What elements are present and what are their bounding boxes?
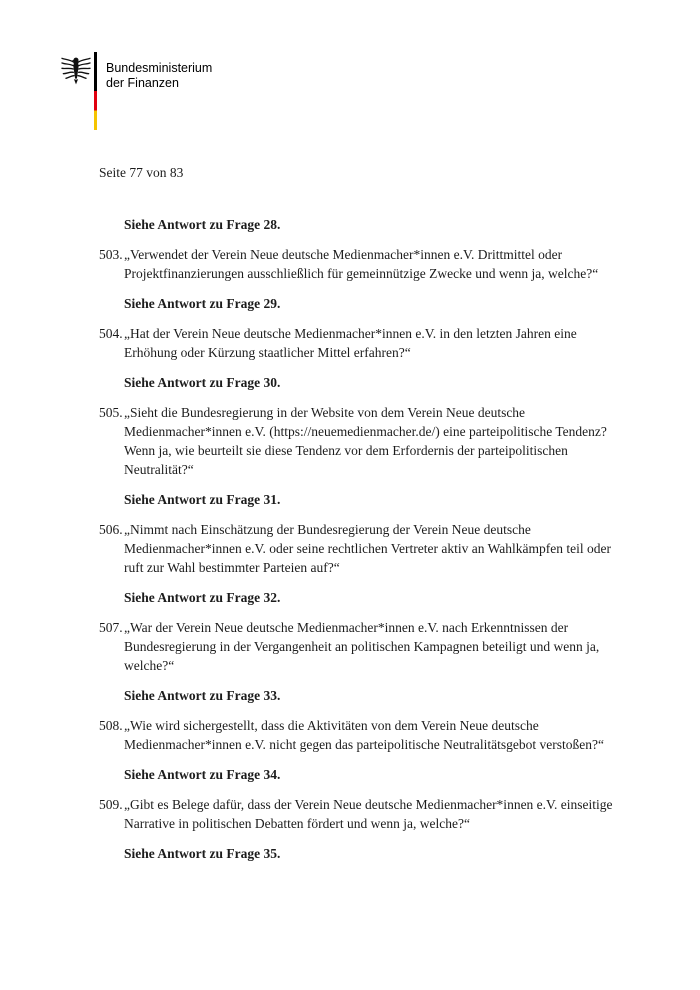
- question-number: 508.: [99, 718, 123, 733]
- answer-reference: Siehe Antwort zu Frage 34.: [124, 767, 281, 782]
- question-number: 504.: [99, 326, 123, 341]
- question-number: 505.: [99, 405, 123, 420]
- answer-reference: Siehe Antwort zu Frage 30.: [124, 375, 281, 390]
- bmf-logo: [60, 52, 212, 130]
- answer-reference: Siehe Antwort zu Frage 35.: [124, 846, 281, 861]
- question-text: „Hat der Verein Neue deutsche Medienmacher*innen e.V. in den letzten Jahren eine Erhöhung oder Kürzung staatlicher Mittel erfahren?“: [124, 326, 577, 360]
- question-text: „Nimmt nach Einschätzung der Bundesregierung der Verein Neue deutsche Medienmacher*innen e.V. oder seine rechtlichen Vertreter aktiv an Wahlkämpfen teil oder ruft zur Wahl bestimmter Parteien auf?“: [124, 522, 611, 575]
- question-item: [99, 245, 613, 283]
- question-text: „Gibt es Belege dafür, dass der Verein Neue deutsche Medienmacher*innen e.V. einseitige Narrative in politischen Debatten fördert und wenn ja, welche?“: [124, 797, 613, 831]
- answer-reference: Siehe Antwort zu Frage 31.: [124, 492, 281, 507]
- question-text: „Verwendet der Verein Neue deutsche Medienmacher*innen e.V. Drittmittel oder Projektfinanzierungen ausschließlich für gemeinnützige Zwecke und wenn ja, welche?“: [124, 247, 599, 281]
- ministry-name-line2: der Finanzen: [106, 76, 179, 90]
- answer-reference: Siehe Antwort zu Frage 33.: [124, 688, 281, 703]
- question-number: 507.: [99, 620, 123, 635]
- answer-reference: Siehe Antwort zu Frage 29.: [124, 296, 281, 311]
- page-number: Seite 77 von 83: [99, 165, 184, 180]
- question-item: [99, 795, 613, 833]
- question-text: „Wie wird sichergestellt, dass die Aktivitäten von dem Verein Neue deutsche Medienmacher*innen e.V. nicht gegen das parteipolitische Neutralitätsgebot verstoßen?“: [124, 718, 604, 752]
- question-item: [99, 520, 613, 577]
- question-item: [99, 403, 613, 479]
- question-item: [99, 324, 613, 362]
- answer-reference: Siehe Antwort zu Frage 32.: [124, 590, 281, 605]
- question-number: 506.: [99, 522, 123, 537]
- ministry-name-line1: Bundesministerium: [106, 61, 213, 75]
- question-item: [99, 618, 613, 675]
- federal-eagle-icon: [60, 52, 92, 90]
- answer-reference: Siehe Antwort zu Frage 28.: [124, 217, 281, 232]
- flag-stripe: [94, 52, 97, 130]
- question-number: 503.: [99, 247, 123, 262]
- document-content: [99, 215, 613, 874]
- ministry-name: [106, 52, 212, 91]
- question-text: „War der Verein Neue deutsche Medienmacher*innen e.V. nach Erkenntnissen der Bundesregierung in der Vergangenheit an politischen Kampagnen beteiligt und wenn ja, welche?“: [124, 620, 600, 673]
- question-text: „Sieht die Bundesregierung in der Website von dem Verein Neue deutsche Medienmacher*innen e.V. (https://neuemedienmacher.de/) eine parteipolitische Tendenz? Wenn ja, wie beurteilt sie diese Tendenz vor dem Erfordernis der parteipolitischen Neutralität?“: [124, 405, 607, 477]
- question-item: [99, 716, 613, 754]
- question-number: 509.: [99, 797, 123, 812]
